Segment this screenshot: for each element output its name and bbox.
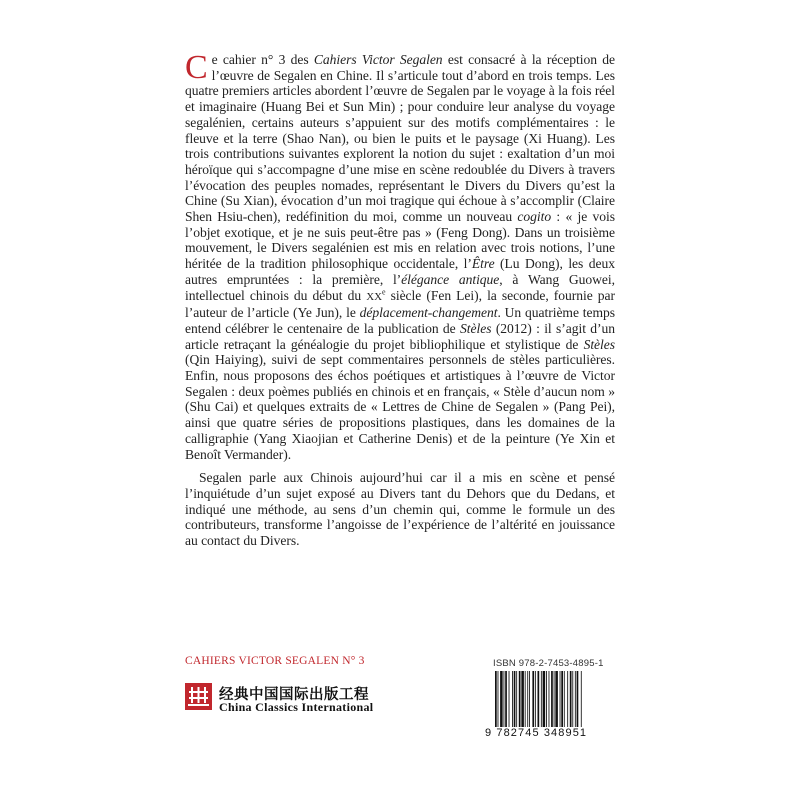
summary-paragraph-1: Ce cahier n° 3 des Cahiers Victor Segalen est consacré à la réception de l’œuvre de Segalen en Chine. Il s’articule tout d’abord en trois temps. Les quatre premiers articles abordent l’œuvre de Segalen par le voyage à la fois réel et imaginaire (Huang Bei et Sun Min) ; pour conduire leur analyse du voyage segalénien, certains auteurs s’appuient sur des motifs complémentaires : le fleuve et la terre (Shao Nan), ou bien le puits et le paysage (Xi Huang). Les trois contributions suivantes explorent la notion du sujet : exaltation d’un moi héroïque qui s’accompagne d’une mise en scène redoublée du Divers à travers l’évocation des peuples nomades, représentant le Divers du Divers qu’est la Chine (Su Xian), évocation d’un moi tragique qui échoue à s’accomplir (Claire Shen Hsiu-chen), redéfinition du moi, comme un nouveau cogito : « je vois l’objet exotique, et je ne suis peut-être pas » (Feng Dong). Dans un troisième mouvement, le Divers segalénien est mis en relation avec trois notions, l’une héritée de la tradition philosophique occidentale, l’Être (Lu Dong), les deux autres empruntées : la première, l’élégance antique, à Wang Guowei, intellectuel chinois du début du XXe siècle (Fen Lei), la seconde, fournie par l’auteur de l’article (Ye Jun), le déplacement-changement. Un quatrième temps entend célébrer le centenaire de la publication de Stèles (2012) : il s’agit d’un article retraçant la généalogie du projet bibliophilique et stylistique de Stèles (Qin Haiying), suivi de sept commentaires personnels de stèles particulières. Enfin, nous proposons des échos poétiques et artistiques à l’œuvre de Victor Segalen : deux poèmes publiés en chinois et en français, « Stèle d’aucun nom » (Shu Cai) et quelques extraits de « Lettres de Chine de Segalen » (Pang Pei), ainsi que quatre séries de propositions plastiques, dans les domaines de la calligraphie (Yang Xiaojian et Catherine Denis) et de la peinture (Ye Xin et Benoît Vermander). bbox=[185, 49, 616, 462]
publisher-name-english: China Classics International bbox=[219, 700, 374, 714]
isbn-label: ISBN 978-2-7453-4895-1 bbox=[493, 658, 604, 669]
summary-paragraph-2: Segalen parle aux Chinois aujourd’hui car il a mis en scène et pensé l’inquiétude d’un sujet exposé au Divers tant du Dehors que du Dedans, et indiqué une méthode, au sens d’un chemin qui, comme le formule un des contributeurs, transforme l’angoisse de l’expérience de l’altérité en jouissance au contact du Divers. bbox=[185, 470, 615, 549]
journal-title: Cahiers Victor Segalen bbox=[313, 52, 443, 67]
barcode-icon bbox=[493, 671, 615, 727]
summary-text bbox=[185, 49, 616, 549]
drop-cap: C bbox=[185, 49, 208, 86]
series-label: CAHIERS VICTOR SEGALEN N° 3 bbox=[185, 655, 365, 667]
publisher-logo-icon bbox=[185, 683, 212, 710]
publisher-name-chinese: 经典中国国际出版工程 bbox=[219, 687, 369, 703]
barcode-digits: 9 782745 348951 bbox=[485, 727, 588, 739]
